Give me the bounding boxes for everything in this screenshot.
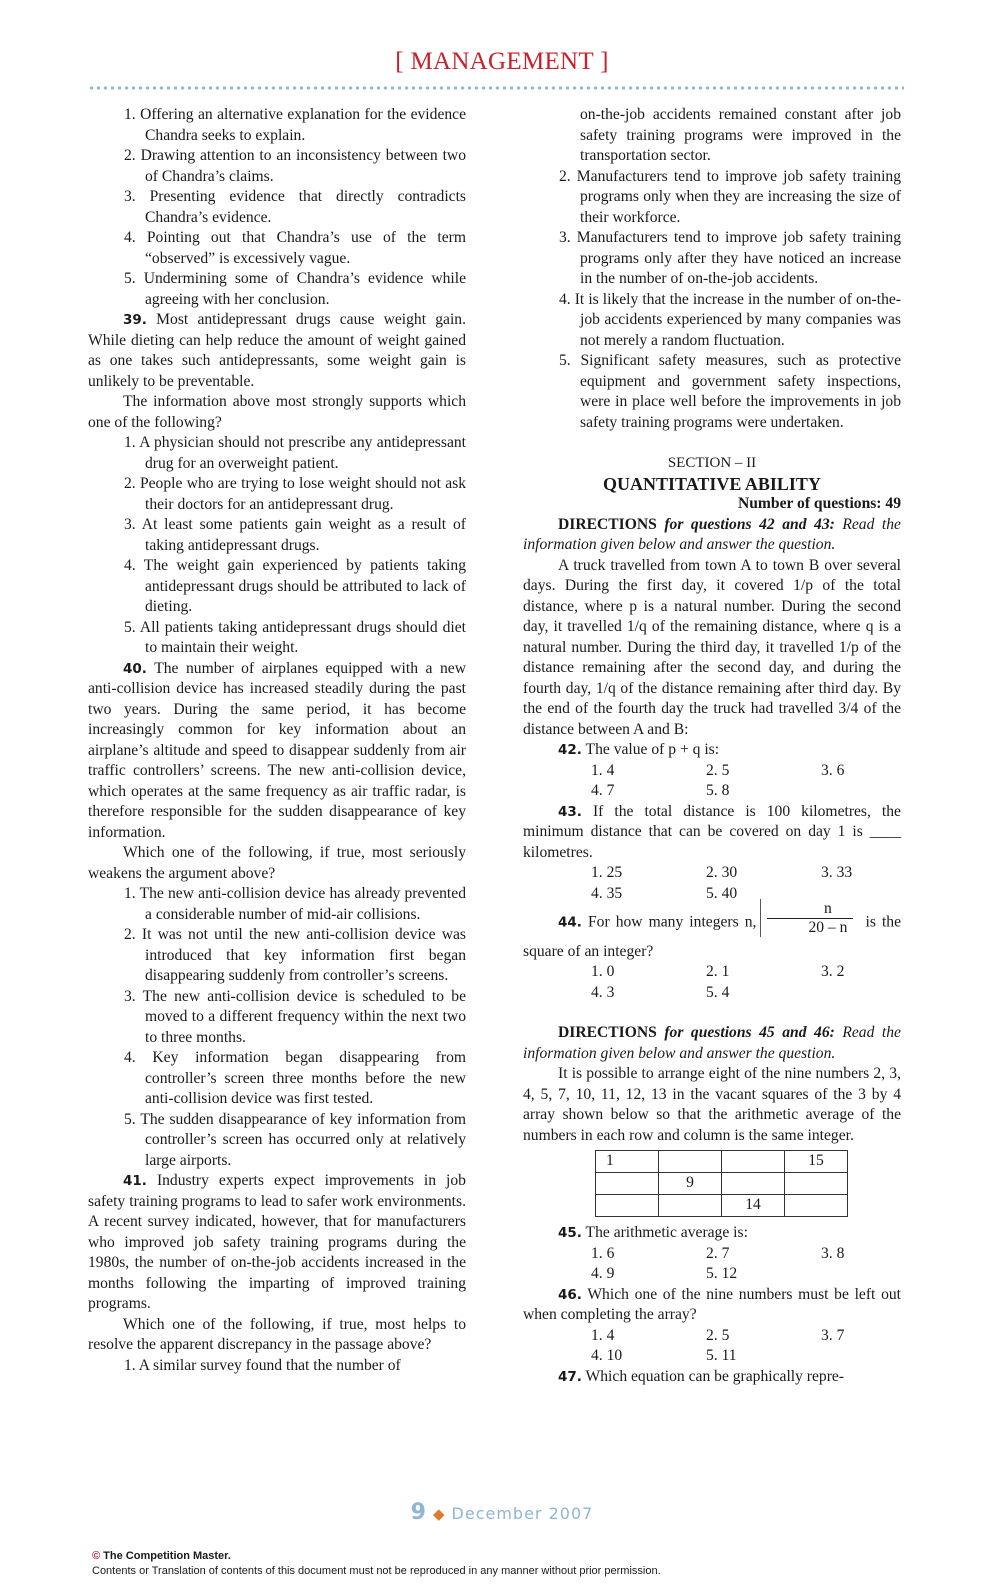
q39-option-4: 4. The weight gain experienced by patients taking antidepressant drugs should be attributed to lack of dieting. xyxy=(124,557,466,615)
q45-option-2: 2. 7 xyxy=(706,1244,730,1262)
array-cell: 1 xyxy=(596,1151,659,1173)
q40-option-3: 3. The new anti-collision device is scheduled to be moved to a different frequency within the next two to three months. xyxy=(124,987,466,1046)
q43-option-3: 3. 33 xyxy=(821,864,853,881)
q43-options xyxy=(591,863,901,904)
q46-text: Which one of the nine numbers must be left out when completing the array? xyxy=(523,1285,901,1323)
q42-option-3: 3. 6 xyxy=(821,761,845,779)
directions-range: for questions 45 and 46: xyxy=(664,1024,835,1041)
q42-number: 42. xyxy=(558,742,582,758)
q45-option-5: 5. 12 xyxy=(706,1265,738,1282)
copyright-line xyxy=(92,1550,231,1562)
q38-option-5: 5. Undermining some of Chandra’s evidence while agreeing with her conclusion. xyxy=(124,270,466,308)
q43-option-4: 4. 35 xyxy=(591,884,623,902)
q44-option-2: 2. 1 xyxy=(706,963,730,980)
q47-number: 47. xyxy=(558,1368,582,1385)
q46-question xyxy=(523,1285,901,1326)
array-row xyxy=(596,1195,848,1217)
q42-option-5: 5. 8 xyxy=(706,782,730,799)
q42-option-1: 1. 4 xyxy=(591,761,615,779)
q44-question xyxy=(523,899,901,962)
q39-option-1: 1. A physician should not prescribe any antidepressant drug for an overweight patient. xyxy=(124,434,466,472)
q46-option-2: 2. 5 xyxy=(706,1326,730,1344)
q40-prompt: Which one of the following, if true, most seriously weakens the argument above? xyxy=(88,844,466,882)
q41-option-4: 4. It is likely that the increase in the number of on-the-job accidents experienced by many companies was not merely a random fluctuation. xyxy=(559,290,901,349)
q41-number: 41. xyxy=(123,1173,147,1189)
directions-range: for questions 42 and 43: xyxy=(664,515,835,533)
right-column xyxy=(523,105,901,1387)
array-cell xyxy=(596,1173,659,1195)
spacer xyxy=(523,433,901,453)
directions-label: DIRECTIONS xyxy=(558,1024,657,1041)
array-cell xyxy=(785,1195,848,1217)
q44-text-b: is the square of an integer? xyxy=(523,913,901,960)
number-array xyxy=(595,1150,848,1217)
q44-option-5: 5. 4 xyxy=(706,983,730,1001)
array-cell xyxy=(722,1151,785,1173)
array-cell xyxy=(722,1173,785,1195)
q39-option-2: 2. People who are trying to lose weight should not ask their doctors for an antidepressant drug. xyxy=(124,475,466,513)
q44-text-a: For how many integers n, xyxy=(587,913,757,931)
q39-option-3: 3. At least some patients gain weight as a result of taking antidepressant drugs. xyxy=(124,516,466,554)
q38-option-2: 2. Drawing attention to an inconsistency between two of Chandra’s claims. xyxy=(124,147,466,185)
array-cell xyxy=(785,1173,848,1195)
q45-number: 45. xyxy=(558,1225,582,1241)
q47-question xyxy=(523,1367,901,1388)
q43-number: 43. xyxy=(558,803,582,820)
q41-option-2: 2. Manufacturers tend to improve job safety training programs only when they are increasing the size of their workforce. xyxy=(559,167,901,226)
directions-45-46 xyxy=(523,1023,901,1064)
array-row xyxy=(596,1173,848,1195)
passage-truck: A truck travelled from town A to town B over several days. During the first day, it covered 1/p of the total distance, where p is a natural number. During the second day, it travelled 1/q of the remaining distance, where q is a natural number. During the third day, it travelled 1/p of the distance remaining after the second day, and during the fourth day, 1/q of the distance remaining after third day. By the end of the fourth day the truck had travelled 3/4 of the distance between A and B: xyxy=(523,556,901,738)
array-cell xyxy=(659,1151,722,1173)
copyright-text: The Competition Master. xyxy=(103,1550,231,1562)
q45-option-4: 4. 9 xyxy=(591,1265,615,1282)
q43-text: If the total distance is 100 kilometres, the minimum distance that can be covered on day 1 is ____ kilometres. xyxy=(523,802,901,861)
q40-option-2: 2. It was not until the new anti-collision device was introduced that key information first began disappearing suddenly from controller’s screens. xyxy=(124,926,466,984)
fraction-bar xyxy=(760,899,761,937)
q42-option-2: 2. 5 xyxy=(706,761,730,779)
q46-option-3: 3. 7 xyxy=(821,1326,845,1344)
left-column xyxy=(88,105,466,1376)
q40-text: The number of airplanes equipped with a new anti-collision device has increased steadily during the past two years. During the same period, it has become increasingly common for key information about an airplane’s altitude and speed to disappear suddenly from air traffic controllers’ screens. The new anti-collision device, which operates at the same frequency as air traffic radar, is therefore responsible for the sudden disappearance of key information. xyxy=(88,659,466,841)
q44-option-4: 4. 3 xyxy=(591,983,615,1001)
q41-text: Industry experts expect improvements in job safety training programs to lead to safer work environments. A recent survey indicated, however, that for manufacturers who improved job safety training programs during the 1980s, the number of on-the-job accidents increased in the months following the imparting of improved training programs. xyxy=(88,1172,466,1312)
q39-question xyxy=(88,310,466,392)
q38-option-4: 4. Pointing out that Chandra’s use of the term “observed” is excessively vague. xyxy=(124,229,466,267)
q46-option-5: 5. 11 xyxy=(706,1347,737,1364)
q39-text: Most antidepressant drugs cause weight gain. While dieting can help reduce the amount of weight gained as one takes such antidepressants, some weight gain is unlikely to be preventable. xyxy=(88,311,466,390)
section-title: QUANTITATIVE ABILITY xyxy=(603,473,821,494)
q42-question xyxy=(523,740,901,761)
reproduction-notice: Contents or Translation of contents of this document must not be reproduced in any manner without prior permission. xyxy=(92,1565,661,1577)
dotted-divider xyxy=(88,85,904,91)
copyright-icon: © xyxy=(92,1550,101,1562)
q45-question xyxy=(523,1223,901,1244)
q43-question xyxy=(523,802,901,864)
q41-prompt: Which one of the following, if true, most helps to resolve the apparent discrepancy in the passage above? xyxy=(88,1315,466,1353)
q40-question xyxy=(88,659,466,844)
q41-question xyxy=(88,1171,466,1315)
q40-option-4: 4. Key information began disappearing from controller’s screen three months before the new anti-collision device was first tested. xyxy=(124,1049,466,1107)
directions-text: Read the information given below and answer the question. xyxy=(523,515,901,553)
q42-option-4: 4. 7 xyxy=(591,782,615,799)
q44-option-1: 1. 0 xyxy=(591,963,615,980)
array-cell xyxy=(596,1195,659,1217)
q45-option-3: 3. 8 xyxy=(821,1244,845,1262)
section-label: SECTION – II xyxy=(667,455,757,471)
array-cell: 9 xyxy=(659,1173,722,1195)
q39-option-5: 5. All patients taking antidepressant drugs should diet to maintain their weight. xyxy=(124,618,466,656)
q43-option-1: 1. 25 xyxy=(591,864,623,881)
q46-number: 46. xyxy=(558,1286,582,1303)
q45-options xyxy=(591,1244,901,1285)
array-cell: 14 xyxy=(722,1195,785,1217)
q44-number: 44. xyxy=(558,914,582,931)
fraction-denominator: 20 – n xyxy=(808,918,848,936)
q41-option-5: 5. Significant safety measures, such as protective equipment and government safety inspections, were in place well before the improvements in job safety training programs were undertaken. xyxy=(559,352,901,431)
directions-label: DIRECTIONS xyxy=(558,515,657,533)
q38-option-1: 1. Offering an alternative explanation for the evidence Chandra seeks to explain. xyxy=(124,106,466,144)
q46-options xyxy=(591,1326,901,1367)
q39-prompt: The information above most strongly supports which one of the following? xyxy=(88,393,466,431)
q38-option-3: 3. Presenting evidence that directly contradicts Chandra’s evidence. xyxy=(124,188,466,226)
q46-option-4: 4. 10 xyxy=(591,1347,623,1364)
q39-number: 39. xyxy=(123,312,147,328)
q41-option-3: 3. Manufacturers tend to improve job safety training programs only after they have noticed an increase in the number of on-the-job accidents. xyxy=(559,229,901,287)
q44-option-3: 3. 2 xyxy=(821,963,845,980)
fraction-numerator: n xyxy=(767,900,853,919)
page-number: 9 xyxy=(410,1500,427,1525)
spacer xyxy=(523,1003,901,1023)
fraction xyxy=(767,900,853,937)
q45-option-1: 1. 6 xyxy=(591,1244,615,1262)
q47-text: Which equation can be graphically repre- xyxy=(585,1367,845,1385)
page-header-title: [ MANAGEMENT ] xyxy=(395,48,609,75)
page-footer xyxy=(0,1500,1004,1525)
array-row xyxy=(596,1151,848,1173)
q40-option-5: 5. The sudden disappearance of key information from controller’s screen has occurred only at relatively large airports. xyxy=(124,1110,466,1169)
q42-text: The value of p + q is: xyxy=(585,741,720,758)
q45-text: The arithmetic average is: xyxy=(585,1224,748,1241)
directions-42-43 xyxy=(523,515,901,556)
array-cell: 15 xyxy=(785,1151,848,1173)
q43-option-5: 5. 40 xyxy=(706,884,738,902)
q46-option-1: 1. 4 xyxy=(591,1326,615,1344)
diamond-icon: ◆ xyxy=(432,1505,446,1523)
number-of-questions: Number of questions: 49 xyxy=(737,495,901,512)
q41-option-1-start: 1. A similar survey found that the number of xyxy=(124,1356,401,1374)
issue-date: December 2007 xyxy=(451,1504,594,1523)
q43-option-2: 2. 30 xyxy=(706,864,738,881)
directions-text: Read the information given below and answer the question. xyxy=(523,1024,901,1062)
array-cell xyxy=(659,1195,722,1217)
q40-number: 40. xyxy=(123,660,147,677)
passage-array: It is possible to arrange eight of the nine numbers 2, 3, 4, 5, 7, 10, 11, 12, 13 in the vacant squares of the 3 by 4 array shown below so that the arithmetic average of the numbers in each row and column is the same integer. xyxy=(523,1065,901,1144)
q44-options xyxy=(591,962,901,1003)
q40-option-1: 1. The new anti-collision device has already prevented a considerable number of mid-air collisions. xyxy=(124,885,466,923)
q42-options xyxy=(591,761,901,802)
q41-option-1-continued: on-the-job accidents remained constant after job safety training programs were improved in the transportation sector. xyxy=(580,106,901,164)
